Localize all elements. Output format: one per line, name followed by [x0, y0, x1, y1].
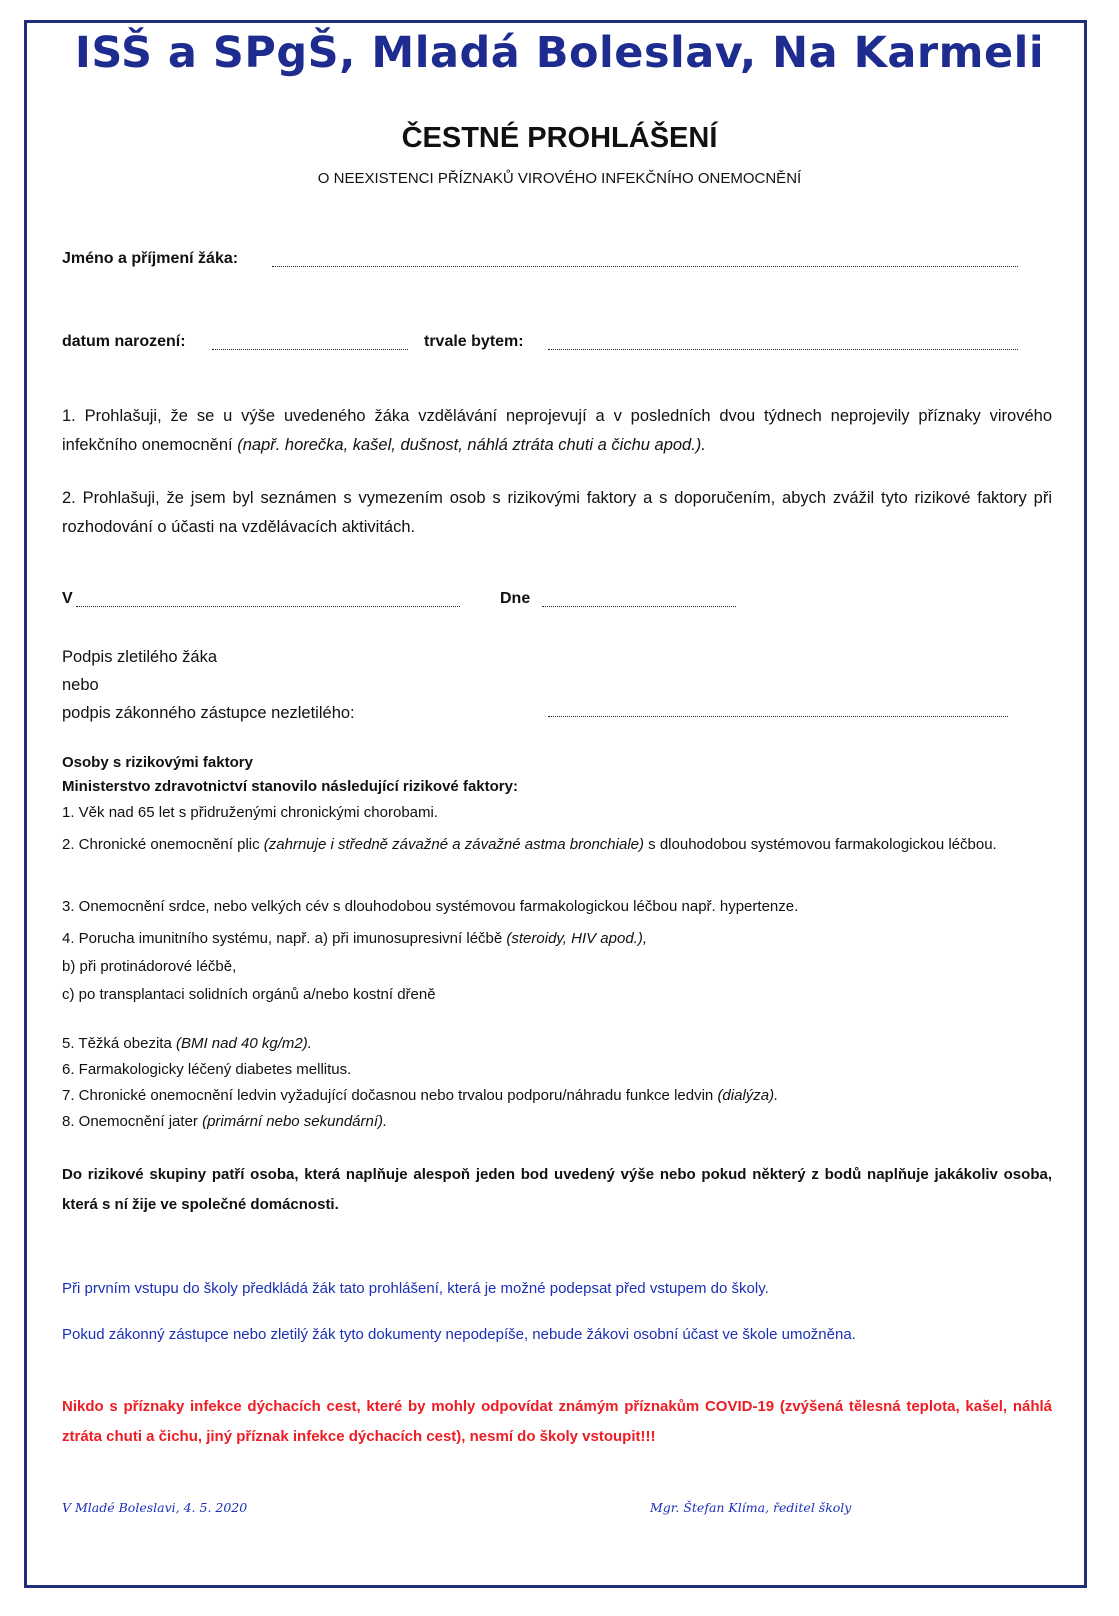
birth-date-label: datum narození: [62, 333, 186, 350]
school-name: ISŠ a SPgŠ, Mladá Boleslav, Na Karmeli [74, 28, 1045, 78]
covid-warning: Nikdo s příznaky infekce dýchacích cest, které by mohly odpovídat známým příznakům COVID-19 (zvýšená tělesná teplota, kašel, náhlá ztráta chuti a čichu, jiný příznak infekce dýchacích cest), nesmí do školy vstoupit!!! [62, 1398, 1052, 1445]
signature-block [62, 643, 355, 727]
risk-item-3: 3. Onemocnění srdce, nebo velkých cév s dlouhodobou systémovou farmakologickou léčbou např. hypertenze. [62, 898, 799, 915]
place-label: V [62, 590, 73, 607]
birth-date-field[interactable] [212, 349, 408, 350]
risk-item-2: 2. Chronické onemocnění plic (zahrnuje i středně závažné a závažné astma bronchiale) s dlouhodobou systémovou farmakologickou léčbou. [62, 836, 997, 853]
declaration-2: 2. Prohlašuji, že jsem byl seznámen s vymezením osob s rizikovými faktory a s doporučením, abych zvážil tyto rizikové faktory při rozhodování o účasti na vzdělávacích aktivitách. [62, 489, 1052, 536]
risk-item-4: 4. Porucha imunitního systému, např. a) při imunosupresivní léčbě (steroidy, HIV apod.), [62, 930, 648, 947]
name-field[interactable] [272, 266, 1018, 267]
signature-field[interactable] [548, 716, 1008, 717]
risk-item-8: 8. Onemocnění jater (primární nebo sekundární). [62, 1113, 388, 1130]
risk-item-4c: c) po transplantaci solidních orgánů a/nebo kostní dřeně [62, 986, 436, 1003]
place-field[interactable] [76, 606, 460, 607]
name-label: Jméno a příjmení žáka: [62, 250, 239, 267]
signature-line-1: Podpis zletilého žáka [62, 648, 218, 666]
signature-line-3: podpis zákonného zástupce nezletilého: [62, 704, 355, 722]
document-subtitle: O NEEXISTENCI PŘÍZNAKŮ VIROVÉHO INFEKČNÍHO ONEMOCNĚNÍ [317, 170, 802, 187]
notice-first-entry: Při prvním vstupu do školy předkládá žák tato prohlášení, která je možné podepsat před vstupem do školy. [62, 1280, 769, 1297]
risk-item-6: 6. Farmakologicky léčený diabetes mellitus. [62, 1061, 352, 1078]
footer-author: Mgr. Štefan Klíma, ředitel školy [650, 1500, 852, 1515]
signature-line-2: nebo [62, 676, 99, 694]
risk-group-note: Do rizikové skupiny patří osoba, která naplňuje alespoň jeden bod uvedený výše nebo pokud některý z bodů naplňuje jakákoliv osoba, která s ní žije ve společné domácnosti. [62, 1166, 1052, 1213]
risk-item-7: 7. Chronické onemocnění ledvin vyžadující dočasnou nebo trvalou podporu/náhradu funkce ledvin (dialýza). [62, 1087, 779, 1104]
risk-intro: Ministerstvo zdravotnictví stanovilo následující rizikové faktory: [62, 778, 518, 795]
risk-item-5: 5. Těžká obezita (BMI nad 40 kg/m2). [62, 1035, 312, 1052]
footer-place-date: V Mladé Boleslavi, 4. 5. 2020 [62, 1500, 248, 1515]
risk-item-1: 1. Věk nad 65 let s přidruženými chronickými chorobami. [62, 804, 438, 821]
notice-signature-required: Pokud zákonný zástupce nebo zletilý žák tyto dokumenty nepodepíše, nebude žákovi osobní účast ve škole umožněna. [62, 1326, 856, 1343]
date-label: Dne [500, 590, 531, 607]
document-title: ČESTNÉ PROHLÁŠENÍ [401, 122, 718, 154]
risk-item-4b: b) při protinádorové léčbě, [62, 958, 237, 975]
address-label: trvale bytem: [424, 333, 524, 350]
declaration-1: 1. Prohlašuji, že se u výše uvedeného žáka vzdělávání neprojevují a v posledních dvou týdnech neprojevily příznaky virového infekčního onemocnění (např. horečka, kašel, dušnost, náhlá ztráta chuti a čichu apod.). [62, 407, 1052, 454]
risk-heading: Osoby s rizikovými faktory [62, 754, 253, 771]
address-field[interactable] [548, 349, 1018, 350]
date-field[interactable] [542, 606, 736, 607]
